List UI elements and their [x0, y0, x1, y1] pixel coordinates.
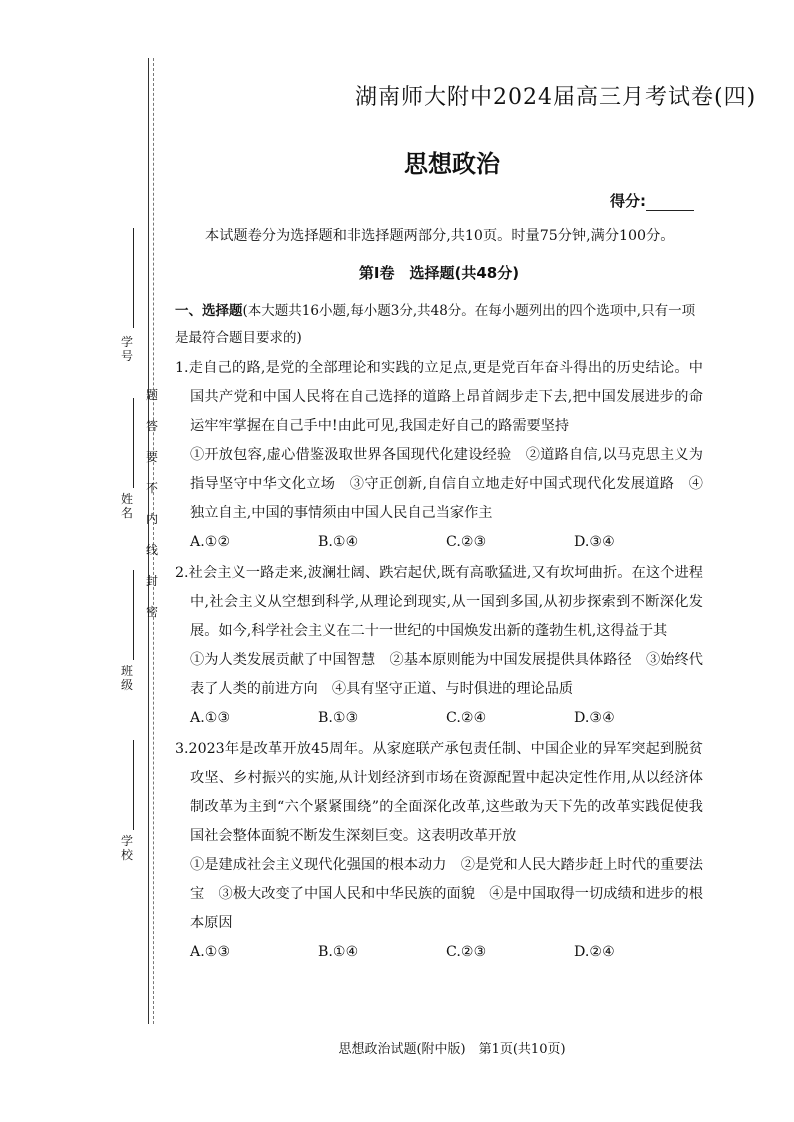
xuexiao-label: 学校	[120, 834, 133, 862]
section-header	[175, 298, 703, 352]
choice-a[interactable]: A.①③	[190, 710, 231, 726]
xuexiao-line[interactable]	[133, 740, 134, 830]
notice-char: 不	[146, 481, 159, 495]
question-options: ①开放包容,虚心借鉴汲取世界各国现代化建设经验 ②道路自信,以马克思主义为指导坚守中华文化立场 ③守正创新,自信自立地走好中国式现代化发展道路 ④独立自主,中国的事情须由中国人民自己当家作主	[190, 447, 703, 521]
section-desc: (本大题共16小题,每小题3分,共48分。在每小题列出的四个选项中,只有一项是最符合题目要求的)	[175, 303, 696, 346]
score-field[interactable]	[610, 190, 694, 211]
xingming-label: 姓名	[120, 492, 133, 520]
notice-char: 封	[146, 574, 159, 588]
notice-char: 要	[146, 450, 159, 464]
answer-choices	[175, 528, 703, 557]
choice-a[interactable]: A.①②	[190, 534, 231, 550]
binding-notice	[146, 388, 158, 620]
choice-b[interactable]: B.①④	[318, 534, 359, 550]
notice-char: 密	[146, 605, 159, 619]
choice-c[interactable]: C.②④	[446, 710, 487, 726]
banji-line[interactable]	[133, 570, 134, 660]
page-footer: 思想政治试题(附中版) 第1页(共10页)	[338, 1042, 566, 1057]
score-blank[interactable]	[646, 196, 694, 211]
question-options: ①为人类发展贡献了中国智慧 ②基本原则能为中国发展提供具体路径 ③始终代表了人类的前进方向 ④具有坚守正道、与时俱进的理论品质	[190, 652, 703, 697]
exam-content	[175, 222, 703, 967]
exam-title: 湖南师大附中2024届高三月考试卷(四)	[355, 85, 757, 110]
question-stem: 3.2023年是改革开放45周年。从家庭联产承包责任制、中国企业的异军突起到脱贫攻坚、乡村振兴的实施,从计划经济到市场在资源配置中起决定性作用,从以经济体制改革为主到“六个紧紧围绕”的全面深化改革,这些敢为天下先的改革实践促使我国社会整体面貌不断发生深刻巨变。这表明改革开放	[175, 741, 703, 844]
choice-d[interactable]: D.③④	[574, 534, 615, 550]
choice-b[interactable]: B.①④	[318, 944, 359, 960]
xingming-line[interactable]	[133, 398, 134, 488]
choice-d[interactable]: D.③④	[574, 710, 615, 726]
choice-c[interactable]: C.②③	[446, 534, 487, 550]
notice-char: 内	[146, 512, 159, 526]
notice-char: 题	[146, 388, 159, 402]
part-title: 第Ⅰ卷 选择题(共48分)	[358, 264, 520, 282]
banji-label: 班级	[120, 664, 133, 692]
intro-text: 本试题卷分为选择题和非选择题两部分,共10页。时量75分钟,满分100分。	[205, 228, 675, 244]
choice-c[interactable]: C.②③	[446, 944, 487, 960]
choice-d[interactable]: D.②④	[574, 944, 615, 960]
answer-choices	[175, 938, 703, 967]
choice-a[interactable]: A.①③	[190, 944, 231, 960]
question-options: ①是建成社会主义现代化强国的根本动力 ②是党和人民大踏步赶上时代的重要法宝 ③极大改变了中国人民和中华民族的面貌 ④是中国取得一切成绩和进步的根本原因	[190, 857, 703, 931]
section-label: 一、选择题	[175, 303, 243, 319]
xuehao-label: 学号	[120, 335, 133, 363]
question-2	[175, 559, 703, 733]
score-label: 得分:	[610, 192, 646, 210]
question-stem: 1.走自己的路,是党的全部理论和实践的立足点,更是党百年奋斗得出的历史结论。中国共产党和中国人民将在自己选择的道路上昂首阔步走下去,把中国发展进步的命运牢牢掌握在自己手中!由此可见,我国走好自己的路需要坚持	[175, 360, 703, 434]
xuehao-line[interactable]	[133, 228, 134, 328]
choice-b[interactable]: B.①③	[318, 710, 359, 726]
answer-choices	[175, 704, 703, 733]
question-3	[175, 735, 703, 967]
question-1	[175, 354, 703, 557]
question-stem: 2.社会主义一路走来,波澜壮阔、跌宕起伏,既有高歌猛进,又有坎坷曲折。在这个进程中,社会主义从空想到科学,从理论到现实,从一国到多国,从初步探索到不断深化发展。如今,科学社会主义在二十一世纪的中国焕发出新的蓬勃生机,这得益于其	[175, 565, 703, 639]
notice-char: 线	[146, 543, 159, 557]
notice-char: 答	[146, 419, 159, 433]
subject-title: 思想政治	[404, 150, 500, 178]
